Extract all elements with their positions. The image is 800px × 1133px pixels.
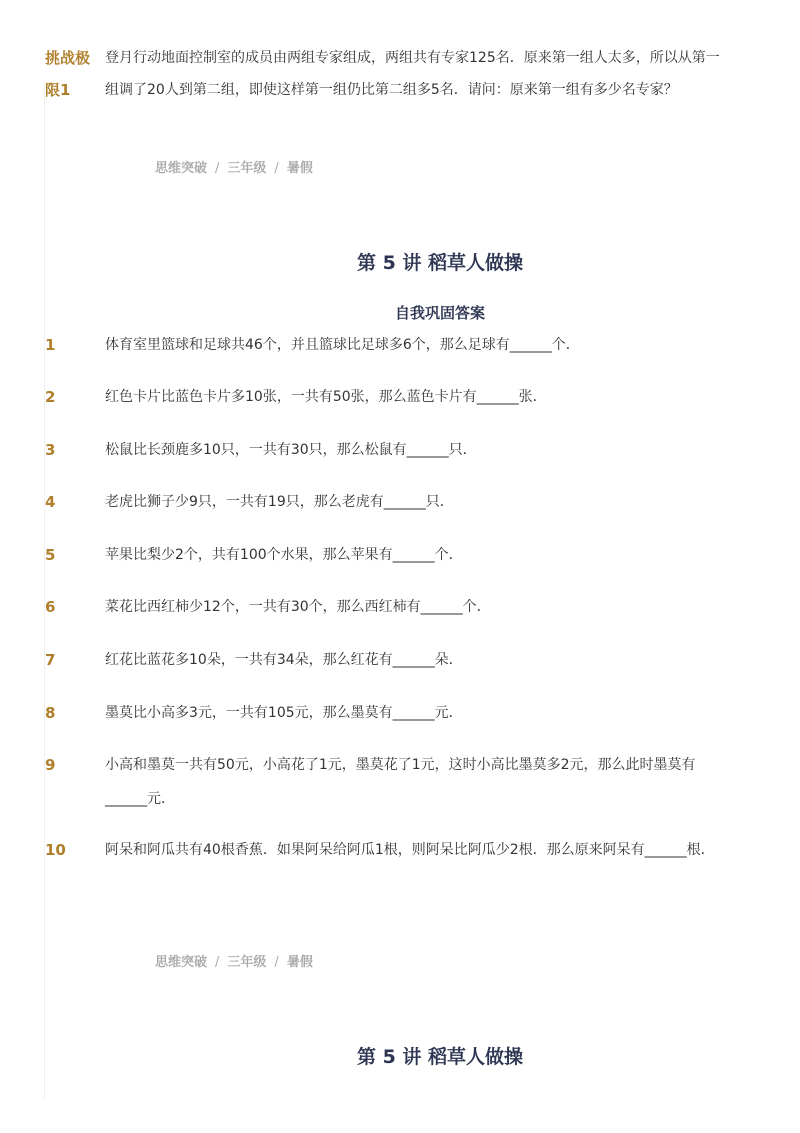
challenge-text: 登月行动地面控制室的成员由两组专家组成，两组共有专家125名．原来第一组人太多，所以从第一组调了20人到第二组，即使这样第一组仍比第二组多5名．请问：原来第一组有多少名专家？ <box>105 50 720 98</box>
section-title: 自我巩固答案 <box>394 304 485 322</box>
question-number: 5 <box>45 546 56 564</box>
breadcrumb-separator: / <box>274 161 279 176</box>
question-text: 老虎比狮子少9只，一共有19只，那么老虎有______只． <box>105 494 454 510</box>
lesson-title: 第 5 讲 稻草人做操 <box>356 1046 524 1068</box>
breadcrumb-separator: / <box>215 955 220 970</box>
question-number: 4 <box>45 493 56 511</box>
question-text: 松鼠比长颈鹿多10只，一共有30只，那么松鼠有______只． <box>105 442 477 458</box>
question-text: 红色卡片比蓝色卡片多10张，一共有50张，那么蓝色卡片有______张． <box>105 389 547 405</box>
challenge-label: 挑战极限1 <box>45 49 91 99</box>
question-number: 10 <box>45 841 66 859</box>
question-text: 苹果比梨少2个，共有100个水果，那么苹果有______个． <box>105 547 463 563</box>
question-number: 8 <box>45 704 56 722</box>
question-number: 6 <box>45 598 56 616</box>
question-number: 1 <box>45 336 56 354</box>
question-number: 7 <box>45 651 56 669</box>
breadcrumb-separator: / <box>274 955 279 970</box>
question-number: 9 <box>45 756 56 774</box>
question-number: 3 <box>45 441 56 459</box>
breadcrumb-separator: / <box>215 161 220 176</box>
breadcrumb-term: 暑假 <box>286 955 313 970</box>
question-text: 墨莫比小高多3元，一共有105元，那么墨莫有______元． <box>105 705 463 721</box>
breadcrumb-term: 暑假 <box>286 161 313 176</box>
breadcrumb-course: 思维突破 <box>155 955 208 970</box>
question-number: 2 <box>45 388 56 406</box>
question-text: 小高和墨莫一共有50元，小高花了1元，墨莫花了1元，这时小高比墨莫多2元，那么此时墨莫有______元． <box>105 757 696 807</box>
page-footer-breadcrumb <box>0 157 800 176</box>
challenge-problem <box>0 40 800 110</box>
question-text: 菜花比西红柿少12个，一共有30个，那么西红柿有______个． <box>105 599 491 615</box>
question-text: 阿呆和阿瓜共有40根香蕉．如果阿呆给阿瓜1根，则阿呆比阿瓜少2根．那么原来阿呆有______根． <box>105 842 715 858</box>
breadcrumb-grade: 三年级 <box>227 955 267 970</box>
question-text: 体育室里篮球和足球共46个，并且篮球比足球多6个，那么足球有______个． <box>105 337 580 353</box>
left-margin-rule <box>44 80 45 1100</box>
breadcrumb-grade: 三年级 <box>227 161 267 176</box>
question-text: 红花比蓝花多10朵，一共有34朵，那么红花有______朵． <box>105 652 463 668</box>
lesson-title: 第 5 讲 稻草人做操 <box>356 252 524 274</box>
page-footer-breadcrumb <box>0 951 800 970</box>
breadcrumb-course: 思维突破 <box>155 161 208 176</box>
